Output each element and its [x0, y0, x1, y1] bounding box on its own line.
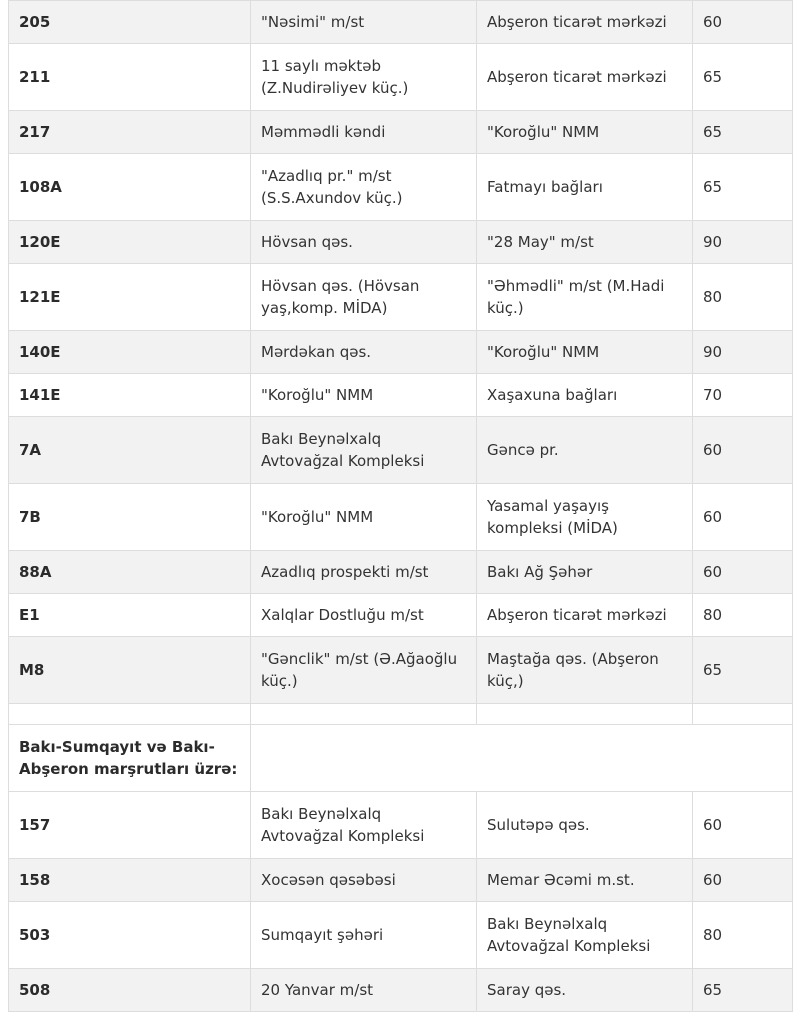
- empty-cell: [251, 704, 477, 725]
- table-row: [9, 1, 793, 44]
- route-start: Mərdəkan qəs.: [251, 331, 477, 374]
- route-number: 508: [9, 969, 251, 1012]
- route-fare: 60: [693, 417, 793, 484]
- route-fare: 65: [693, 969, 793, 1012]
- route-end: Fatmayı bağları: [477, 154, 693, 221]
- table-row: [9, 154, 793, 221]
- route-number: M8: [9, 637, 251, 704]
- routes-table: [8, 0, 793, 1012]
- route-fare: 65: [693, 154, 793, 221]
- route-end: Yasamal yaşayış kompleksi (MİDA): [477, 484, 693, 551]
- route-number: E1: [9, 594, 251, 637]
- table-row: [9, 551, 793, 594]
- route-number: 503: [9, 902, 251, 969]
- route-end: "Koroğlu" NMM: [477, 111, 693, 154]
- route-start: Hövsan qəs.: [251, 221, 477, 264]
- table-row: [9, 111, 793, 154]
- route-fare: 60: [693, 792, 793, 859]
- route-start: "Nəsimi" m/st: [251, 1, 477, 44]
- table-row: [9, 792, 793, 859]
- route-fare: 65: [693, 44, 793, 111]
- table-row: [9, 637, 793, 704]
- route-start: Bakı Beynəlxalq Avtovağzal Kompleksi: [251, 417, 477, 484]
- table-row: [9, 264, 793, 331]
- route-start: Sumqayıt şəhəri: [251, 902, 477, 969]
- route-number: 7A: [9, 417, 251, 484]
- route-fare: 70: [693, 374, 793, 417]
- route-number: 205: [9, 1, 251, 44]
- route-start: Hövsan qəs. (Hövsan yaş,komp. MİDA): [251, 264, 477, 331]
- route-fare: 60: [693, 859, 793, 902]
- route-start: "Koroğlu" NMM: [251, 374, 477, 417]
- route-end: Xaşaxuna bağları: [477, 374, 693, 417]
- route-end: Gəncə pr.: [477, 417, 693, 484]
- route-start: Xalqlar Dostluğu m/st: [251, 594, 477, 637]
- route-end: Sulutəpə qəs.: [477, 792, 693, 859]
- table-row: [9, 221, 793, 264]
- route-fare: 90: [693, 221, 793, 264]
- route-number: 157: [9, 792, 251, 859]
- route-start: 11 saylı məktəb (Z.Nudirəliyev küç.): [251, 44, 477, 111]
- section-title: Bakı-Sumqayıt və Bakı-Abşeron marşrutları üzrə:: [9, 725, 251, 792]
- section-header-row: [9, 725, 793, 792]
- route-end: "28 May" m/st: [477, 221, 693, 264]
- table-row: [9, 902, 793, 969]
- route-start: Bakı Beynəlxalq Avtovağzal Kompleksi: [251, 792, 477, 859]
- route-number: 211: [9, 44, 251, 111]
- route-fare: 80: [693, 594, 793, 637]
- route-fare: 65: [693, 637, 793, 704]
- route-end: Abşeron ticarət mərkəzi: [477, 594, 693, 637]
- table-row: [9, 859, 793, 902]
- empty-row: [9, 704, 793, 725]
- table-row: [9, 331, 793, 374]
- empty-cell: [477, 704, 693, 725]
- route-fare: 60: [693, 484, 793, 551]
- section-blank-cell: [251, 725, 793, 792]
- table-row: [9, 417, 793, 484]
- route-fare: 65: [693, 111, 793, 154]
- route-fare: 60: [693, 1, 793, 44]
- route-number: 108A: [9, 154, 251, 221]
- route-number: 7B: [9, 484, 251, 551]
- route-number: 158: [9, 859, 251, 902]
- route-end: Saray qəs.: [477, 969, 693, 1012]
- route-number: 217: [9, 111, 251, 154]
- route-start: Azadlıq prospekti m/st: [251, 551, 477, 594]
- route-start: Xocəsən qəsəbəsi: [251, 859, 477, 902]
- route-start: 20 Yanvar m/st: [251, 969, 477, 1012]
- route-number: 140E: [9, 331, 251, 374]
- table-row: [9, 969, 793, 1012]
- route-number: 120E: [9, 221, 251, 264]
- table-row: [9, 374, 793, 417]
- route-end: Maştağa qəs. (Abşeron küç,): [477, 637, 693, 704]
- route-number: 141E: [9, 374, 251, 417]
- route-end: Bakı Beynəlxalq Avtovağzal Kompleksi: [477, 902, 693, 969]
- empty-cell: [9, 704, 251, 725]
- route-end: Abşeron ticarət mərkəzi: [477, 1, 693, 44]
- route-start: "Gənclik" m/st (Ə.Ağaoğlu küç.): [251, 637, 477, 704]
- route-start: "Koroğlu" NMM: [251, 484, 477, 551]
- route-fare: 80: [693, 264, 793, 331]
- table-row: [9, 484, 793, 551]
- route-end: Memar Əcəmi m.st.: [477, 859, 693, 902]
- route-number: 88A: [9, 551, 251, 594]
- route-end: Abşeron ticarət mərkəzi: [477, 44, 693, 111]
- route-start: Məmmədli kəndi: [251, 111, 477, 154]
- route-number: 121E: [9, 264, 251, 331]
- route-fare: 90: [693, 331, 793, 374]
- route-end: "Koroğlu" NMM: [477, 331, 693, 374]
- route-start: "Azadlıq pr." m/st (S.S.Axundov küç.): [251, 154, 477, 221]
- route-fare: 60: [693, 551, 793, 594]
- empty-cell: [693, 704, 793, 725]
- route-end: "Əhmədli" m/st (M.Hadi küç.): [477, 264, 693, 331]
- route-fare: 80: [693, 902, 793, 969]
- table-row: [9, 594, 793, 637]
- route-end: Bakı Ağ Şəhər: [477, 551, 693, 594]
- table-row: [9, 44, 793, 111]
